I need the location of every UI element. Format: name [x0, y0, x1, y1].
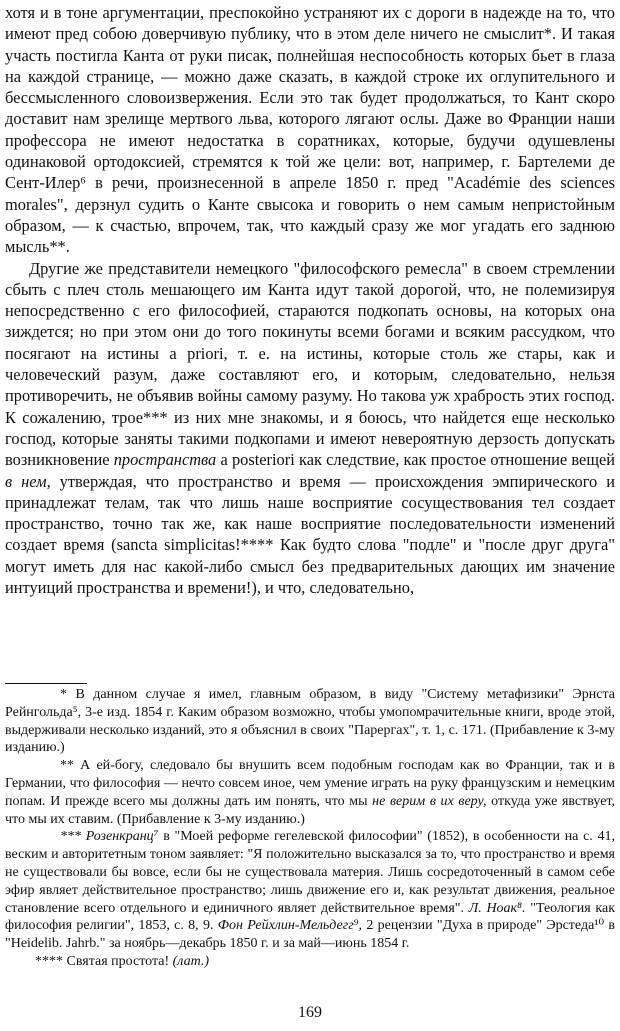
footnote-3	[5, 828, 615, 953]
footnote-3-italic-rosenkranz: *** Розенкранц⁷	[60, 829, 159, 845]
italic-prostranstva: пространства	[113, 450, 217, 470]
footnote-separator	[5, 683, 87, 684]
footnote-2-part-b: откуда уже явствует, что мы их ставим. (Прибавление к 3-му изданию.)	[5, 793, 615, 827]
paragraph-2-part-c: утверждая, что пространство и время — происхождения эмпирического и принадлежат телам, так что лишь наше восприятие сосуществования тел создает пространство, точно так же, как наше восприятие последовательности изменений создает время (sancta simplicitas!**** Как будто слова "подле" и "после друг друга" могут иметь для нас какой-либо смысл без предварительных дающих им значение интуиций пространства и времени!), и что, следовательно,	[5, 471, 615, 598]
footnote-2-italic: не верим в их веру,	[372, 793, 487, 809]
footnote-3-part-b: "Теология как философия религии", 1853, с. 8, 9.	[5, 900, 616, 934]
paragraph-2-part-a: Другие же представители немецкого "философского ремесла" в своем стремлении сбыть с плеч столь мешающего им Канта идут такой дорогой, что, не полемизируя непосредственно с его философией, стараются подкопать основы, на которых она зиждется; но при этом они до того покинуты всеми богами и всяким рассудком, что посягают на истины a priori, т. е. на истины, которые столь же стары, как и человеческий разум, даже составляют его, и которым, следовательно, нельзя противоречить, не объявив войны самому разуму. Но такова уж храбрость этих господ. К сожалению, трое*** из них мне знакомы, и я боюсь, что найдется еще несколько господ, которые заняты такими подкопами и имеют невероятную дерзость допускать возникновение	[5, 258, 615, 470]
footnote-3-part-a: в "Моей реформе гегелевской философии" (1852), в особенности на с. 41, веским и авторитетным тоном заявляет: "Я положительно высказался за то, что пространство и время не существовали бы вовсе, если бы не существовала материя. Лишь сосредоточенный в самом себе эфир являет действительное пространство; лишь движение его и, как результат движения, реальное становление всего отдельного и единичного являет действительное время".	[5, 829, 616, 916]
footnote-3-italic-noack: Л. Ноак⁸.	[468, 900, 526, 916]
footnotes	[5, 686, 615, 971]
footnote-2-part-a: ** А ей-богу, следовало бы внушить всем подобным господам как во Франции, так и в Германии, что философия — нечто совсем иное, чем умение играть на руку французским и немецким попам. И прежде всего мы должны дать им понять, что мы	[5, 758, 615, 809]
footnote-3-italic-reichlin: Фон Рейхлин-Мельдегг⁹,	[217, 918, 363, 934]
footnote-1: * В данном случае я имел, главным образом, в виду "Систему метафизики" Эрнста Рейнгольда⁵, 3-е изд. 1854 г. Каким образом возможно, чтобы умопомрачительные книги, вроде этой, выдерживали несколько изданий, это я объяснил в своих "Парергах", т. 1, с. 171. (Прибавление к 3-му изданию.)	[5, 687, 615, 756]
paragraph-2-part-b: a posteriori как следствие, как простое отношение вещей	[216, 450, 615, 470]
footnote-4-text: **** Святая простота!	[35, 953, 173, 969]
footnote-4-italic: (лат.)	[172, 953, 210, 969]
paragraph-1: хотя и в тоне аргументации, преспокойно устраняют их с дороги в надежде на то, что имеют пред собою доверчивую публику, что в этом деле ничего не смыслит*. И такая участь постигла Канта от руки писак, полнейшая неспособность которых бьет в глаза на каждой странице, — можно даже сказать, в каждой строке их оглупительного и бессмысленного словоизвержения. Если это так будет продолжаться, то Кант скоро доставит нам зрелище мертвого льва, которого лягают ослы. Даже во Франции наши профессора не имеют недостатка в соратниках, которые, будучи одушевлены одинаковой ортодоксией, стремятся к той же цели: вот, например, г. Бартелеми де Сент-Илер⁶ в речи, произнесенной в апреле 1850 г. пред "Académie des sciences morales", дерзнул судить о Канте свысока и говорить о нем самым непристойным образом, — к счастью, впрочем, так, что каждый сразу же мог угадать его заднюю мысль**.	[5, 3, 615, 257]
paragraph-2	[5, 258, 615, 599]
footnote-2	[5, 757, 615, 828]
italic-v-nem: в нем,	[5, 471, 51, 491]
main-text	[5, 2, 615, 598]
page-number: 169	[298, 1004, 322, 1021]
footnote-4	[5, 953, 615, 971]
footnote-3-part-c: 2 рецензии "Духа в природе" Эрстеда¹⁰ в "Heidelib. Jahrb." за ноябрь—декабрь 1850 г. и за май—июнь 1854 г.	[5, 918, 616, 952]
